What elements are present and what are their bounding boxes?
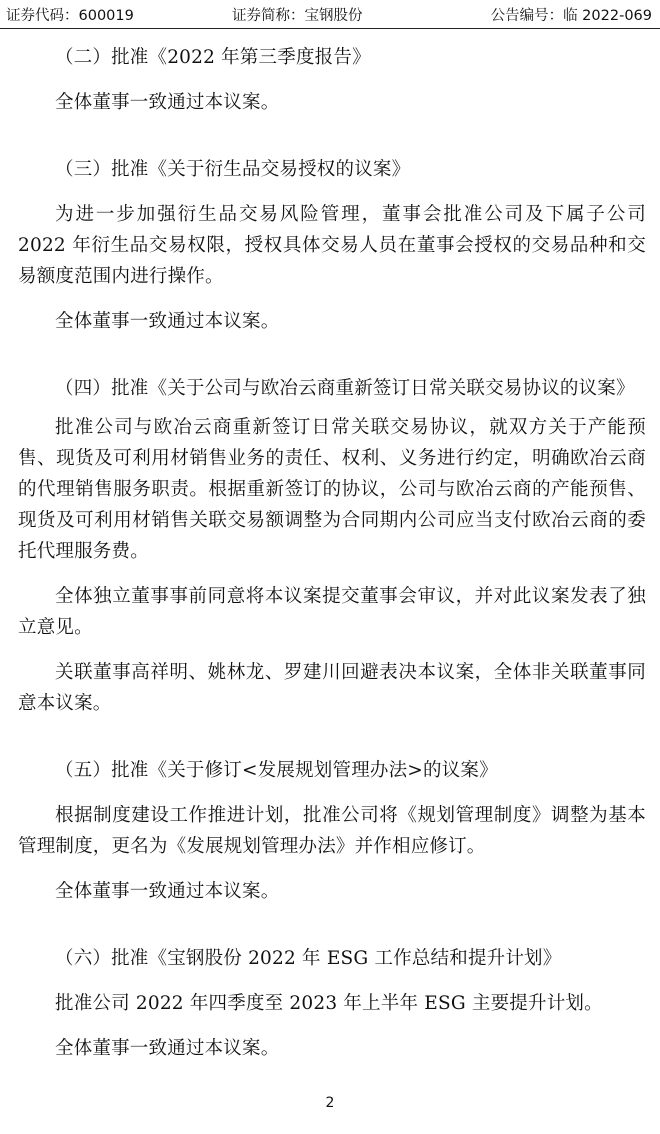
page-header [0,0,660,28]
section-5-body: 根据制度建设工作推进计划，批准公司将《规划管理制度》调整为基本管理制度，更名为《发展规划管理办法》并作相应修订。 [18,805,646,857]
section-6-body: 批准公司 2022 年四季度至 2023 年上半年 ESG 主要提升计划。 [55,993,603,1014]
stock-abbreviation: 证券简称：宝钢股份 [232,8,363,24]
section-6-heading: （六）批准《宝钢股份 2022 年 ESG 工作总结和提升计划》 [55,948,562,969]
section-4 [18,373,646,719]
section-3-body: 为进一步加强衍生品交易风险管理，董事会批准公司及下属子公司 2022 年衍生品交易权限，授权具体交易人员在董事会授权的交易品种和交易额度范围内进行操作。 [18,204,646,287]
header-divider [0,28,660,29]
section-2-result: 全体董事一致通过本议案。 [55,92,280,113]
section-6 [18,943,646,1064]
section-3-heading: （三）批准《关于衍生品交易授权的议案》 [55,159,411,180]
section-3 [18,154,646,337]
section-4-heading: （四）批准《关于公司与欧冶云商重新签订日常关联交易协议的议案》 [55,378,635,399]
section-4-body: 批准公司与欧冶云商重新签订日常关联交易协议，就双方关于产能预售、现货及可利用材销售业务的责任、权利、义务进行约定，明确欧冶云商的代理销售服务职责。根据重新签订的协议，公司与欧冶云商的产能预售、现货及可利用材销售关联交易额调整为合同期内公司应当支付欧冶云商的委托代理服务费。 [18,417,646,562]
section-5-result: 全体董事一致通过本议案。 [55,881,280,902]
section-2 [18,42,646,118]
section-2-heading: （二）批准《2022 年第三季度报告》 [55,47,371,68]
stock-code: 证券代码：600019 [6,8,134,24]
section-5 [18,755,646,907]
section-6-result: 全体董事一致通过本议案。 [55,1038,280,1059]
section-4-recusal: 关联董事高祥明、姚林龙、罗建川回避表决本议案，全体非关联董事同意本议案。 [18,662,646,714]
announcement-number: 公告编号：临 2022-069 [490,8,652,24]
section-4-independent-opinion: 全体独立董事事前同意将本议案提交董事会审议，并对此议案发表了独立意见。 [18,586,646,638]
section-3-result: 全体董事一致通过本议案。 [55,311,280,332]
document-body [18,42,646,1064]
page-number: 2 [325,1095,335,1111]
section-5-heading: （五）批准《关于修订<发展规划管理办法>的议案》 [55,760,498,781]
